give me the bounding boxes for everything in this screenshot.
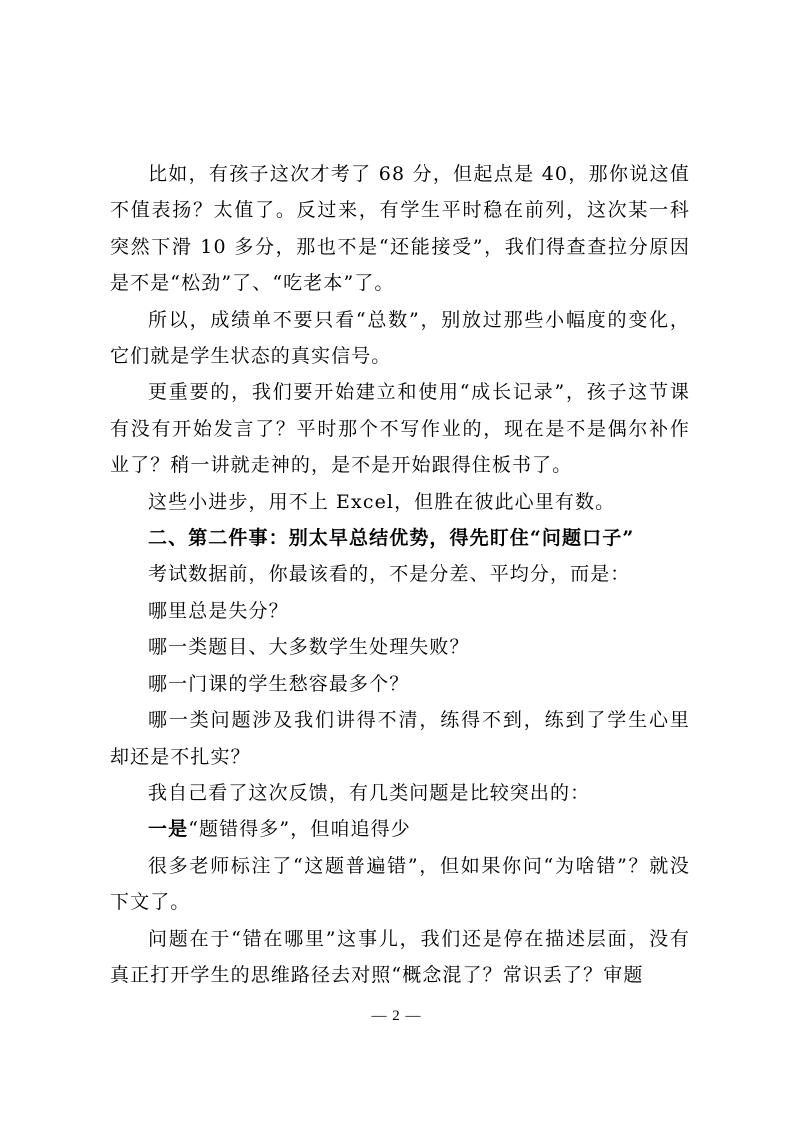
- question-which-course: 哪一门课的学生愁容最多个？: [148, 672, 410, 695]
- page-number: — 2 —: [371, 1008, 422, 1024]
- question-teaching-gap: 哪一类问题涉及我们讲得不清，练得不到，练到了学生心里却还是不扎实？: [110, 709, 690, 768]
- paragraph-where-wrong: 问题在于“错在哪里”这事儿，我们还是停在描述层面，没有真正打开学生的思维路径去对照“概念混了？常识丢了？审题: [110, 927, 690, 986]
- point-one: [110, 811, 690, 847]
- point-one-lead: 一是: [148, 818, 189, 841]
- paragraph-small-progress: 这些小进步，用不上 Excel，但胜在彼此心里有数。: [148, 490, 616, 513]
- paragraph-score-example: 比如，有孩子这次才考了 68 分，但起点是 40，那你说这值不值表扬？太值了。反过来，有学生平时稳在前列，这次某一科突然下滑 10 多分，那也不是“还能接受”，我们得查查拉分原因是不是“松劲”了、“吃老本”了。: [110, 163, 690, 295]
- paragraph-report-card: 所以，成绩单不要只看“总数”，别放过那些小幅度的变化，它们就是学生状态的真实信号。: [110, 308, 690, 368]
- question-which-type-fail: 哪一类题目、大多数学生处理失败？: [148, 636, 470, 659]
- question-where-lose-points: 哪里总是失分？: [148, 599, 289, 622]
- document-body: [110, 156, 690, 993]
- paragraph-exam-data: 考试数据前，你最该看的，不是分差、平均分，而是：: [148, 563, 631, 586]
- paragraph-feedback-intro: 我自己看了这次反馈，有几类问题是比较突出的：: [148, 781, 591, 804]
- paragraph-growth-record: 更重要的，我们要开始建立和使用“成长记录”，孩子这节课有没有开始发言了？平时那个不写作业的，现在是不是偶尔补作业了？稍一讲就走神的，是不是开始跟得住板书了。: [110, 381, 690, 477]
- point-one-rest: “题错得多”，但咱追得少: [188, 818, 411, 841]
- paragraph-why-wrong: 很多老师标注了“这题普遍错”，但如果你问“为啥错”？就没下文了。: [110, 854, 690, 914]
- section-heading: 二、第二件事：别太早总结优势，得先盯住“问题口子”: [148, 527, 635, 550]
